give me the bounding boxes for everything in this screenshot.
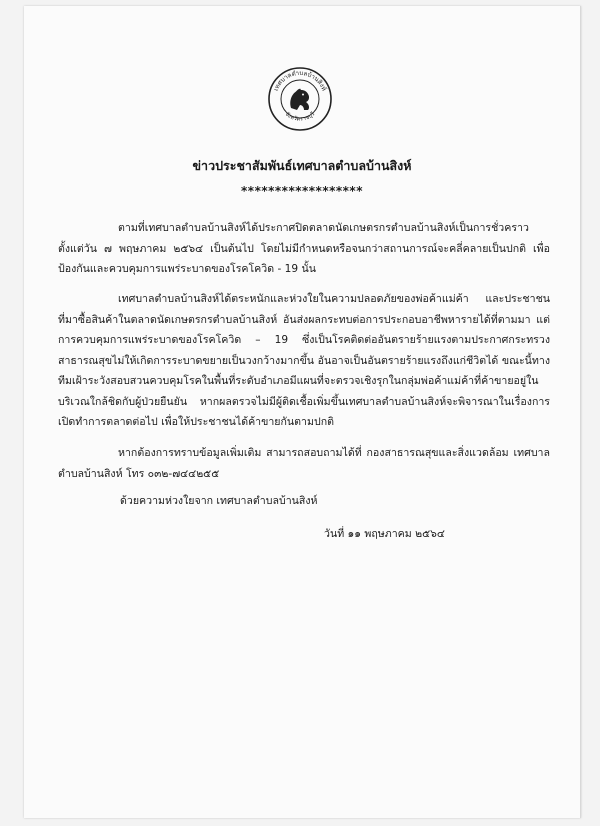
- title-separator: ******************: [241, 184, 363, 198]
- sign-off: ด้วยความห่วงใยจาก เทศบาลตำบลบ้านสิงห์: [120, 495, 318, 507]
- paragraph-text: ตามที่เทศบาลตำบลบ้านสิงห์ได้ประกาศปิดตลาดนัดเกษตรกรตำบลบ้านสิงห์เป็นการชั่วคราว ตั้งแต่วัน ๗ พฤษภาคม ๒๕๖๔ เป็นต้นไป โดยไม่มีกำหนดหรือจนกว่าสถานการณ์จะคลี่คลายเป็นปกติ เพื่อป้องกันและควบคุมการแพร่ระบาดของโรคโควิด - 19 นั้น: [58, 222, 550, 275]
- paragraph-text: หากต้องการทราบข้อมูลเพิ่มเติม สามารถสอบถามได้ที่ กองสาธารณสุขและสิ่งแวดล้อม เทศบาลตำบลบ้านสิงห์ โทร ๐๓๒-๗๔๔๒๕๕: [58, 447, 550, 480]
- document-page: [24, 6, 581, 818]
- svg-text:จังหวัดราชบุรี: [284, 111, 317, 123]
- svg-text:เทศบาลตำบลบ้านสิงห์: [273, 70, 329, 92]
- paragraph-concern: [58, 289, 550, 433]
- seal-ring-text-top: เทศบาลตำบลบ้านสิงห์: [272, 69, 328, 93]
- page-title: ข่าวประชาสัมพันธ์เทศบาลตำบลบ้านสิงห์: [192, 158, 412, 173]
- paragraph-text: เทศบาลตำบลบ้านสิงห์ได้ตระหนักและห่วงใยในความปลอดภัยของพ่อค้าแม่ค้า และประชาชนที่มาซื้อสินค้าในตลาดนัดเกษตรกรตำบลบ้านสิงห์ อันส่งผลกระทบต่อการประกอบอาชีพหารายได้ที่ตามมา แต่การควบคุมการแพร่ระบาดของโรคโควิด – 19 ซึ่งเป็นโรคติดต่ออันตรายร้ายแรงตามประกาศกระทรวงสาธารณสุขไม่ให้เกิดการระบาดขยายเป็นวงกว้างมากขึ้น อันอาจเป็นอันตรายร้ายแรงถึงแก่ชีวิตได้ ขณะนี้ทางทีมเฝ้าระวังสอบสวนควบคุมโรคในพื้นที่ระดับอำเภอมีแผนที่จะตรวจเชิงรุกในกลุ่มพ่อค้าแม่ค้าที่ค้าขายอยู่ในบริเวณใกล้ชิดกับผู้ป่วยยืนยัน หากผลตรวจไม่มีผู้ติดเชื้อเพิ่มขึ้นเทศบาลตำบลบ้านสิงห์จะพิจารณาในเรื่องการเปิดทำการตลาดต่อไป เพื่อให้ประชาชนได้ค้าขายกันตามปกติ: [58, 293, 550, 428]
- municipal-seal-icon: [267, 66, 333, 132]
- paragraph-closure-notice: [58, 218, 550, 280]
- paragraph-contact: [58, 443, 550, 484]
- seal-ring-text-bottom: จังหวัดราชบุรี: [283, 111, 317, 123]
- document-date: วันที่ ๑๑ พฤษภาคม ๒๕๖๔: [324, 528, 445, 540]
